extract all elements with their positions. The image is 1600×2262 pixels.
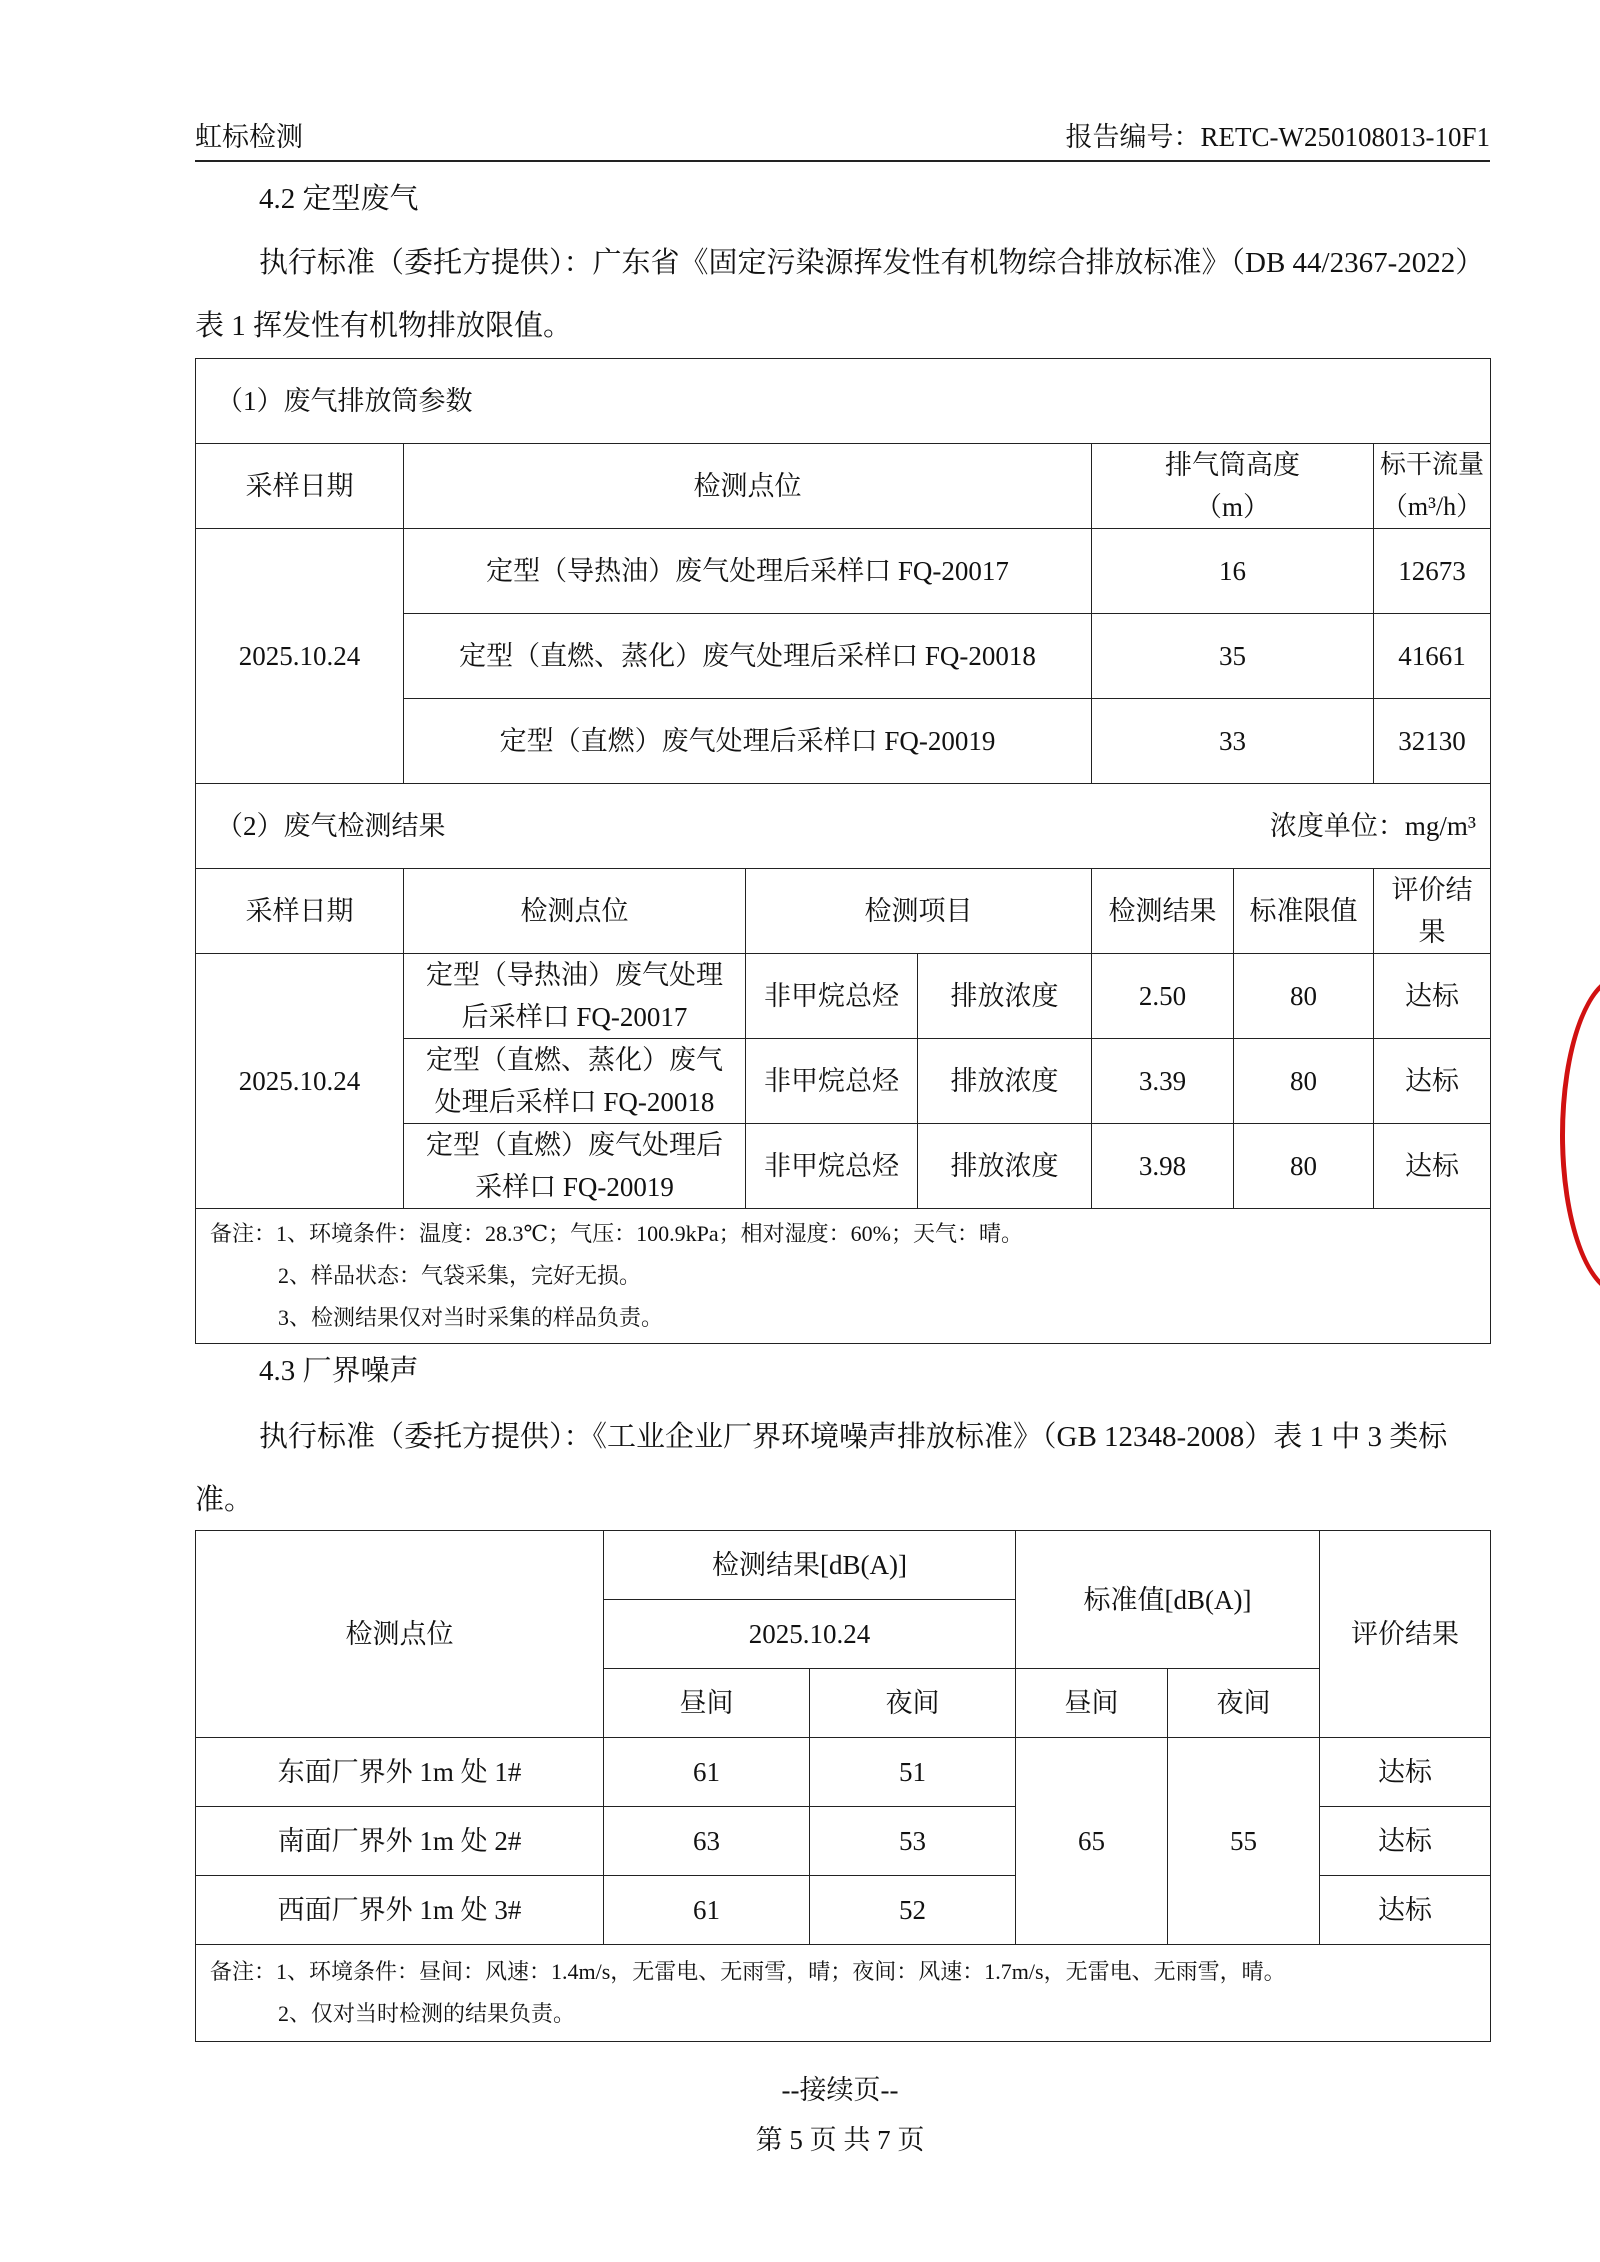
continued-marker: --接续页-- (781, 2075, 899, 2105)
note-line: 备注：1、环境条件：昼间：风速：1.4m/s，无雷电、无雨雪，晴；夜间：风速：1.7m/s，无雷电、无雨雪，晴。 (210, 1959, 1286, 1984)
noise-header-eval: 评价结果 (1320, 1531, 1491, 1738)
concentration-unit: 浓度单位：mg/m³ (1269, 811, 1476, 841)
stack-point: 定型（导热油）废气处理后采样口 FQ-20017 (404, 529, 1092, 614)
red-seal-stamp (1560, 975, 1600, 1295)
gas-notes (196, 1209, 1491, 1344)
noise-header-standard: 标准值[dB(A)] (1016, 1531, 1320, 1669)
noise-eval: 达标 (1320, 1876, 1491, 1945)
noise-header-std-night: 夜间 (1168, 1669, 1320, 1738)
gas-result: 3.98 (1092, 1124, 1234, 1209)
header-standard-limit: 标准限值 (1234, 869, 1374, 954)
gas-result: 3.39 (1092, 1039, 1234, 1124)
section-title-4-3: 4.3 厂界噪声 (259, 1355, 419, 1387)
gas-limit: 80 (1234, 954, 1374, 1039)
noise-header-std-day: 昼间 (1016, 1669, 1168, 1738)
noise-notes (196, 1945, 1491, 2042)
noise-std-day: 65 (1016, 1738, 1168, 1945)
note-line: 2、样品状态：气袋采集，完好无损。 (278, 1263, 642, 1288)
stack-sampling-date: 2025.10.24 (196, 529, 404, 784)
gas-sampling-date: 2025.10.24 (196, 954, 404, 1209)
waste-gas-table (195, 358, 1491, 1344)
header-test-result: 检测结果 (1092, 869, 1234, 954)
company-name: 虹标检测 (195, 122, 303, 152)
header-dry-flow: 标干流量 （m³/h） (1374, 444, 1491, 529)
noise-std-night: 55 (1168, 1738, 1320, 1945)
gas-limit: 80 (1234, 1039, 1374, 1124)
noise-night: 51 (810, 1738, 1016, 1807)
gas-point: 定型（直燃）废气处理后 采样口 FQ-20019 (404, 1124, 746, 1209)
gas-point: 定型（导热油）废气处理 后采样口 FQ-20017 (404, 954, 746, 1039)
noise-header-date: 2025.10.24 (604, 1600, 1016, 1669)
gas-eval: 达标 (1374, 954, 1491, 1039)
gas-item: 非甲烷总烃 (746, 954, 918, 1039)
noise-eval: 达标 (1320, 1807, 1491, 1876)
gas-item: 非甲烷总烃 (746, 1039, 918, 1124)
gas-item-type: 排放浓度 (918, 954, 1092, 1039)
noise-night: 53 (810, 1807, 1016, 1876)
noise-header-day: 昼间 (604, 1669, 810, 1738)
gas-results-title: （2）废气检测结果 (216, 811, 446, 841)
noise-night: 52 (810, 1876, 1016, 1945)
noise-day: 61 (604, 1876, 810, 1945)
gas-point: 定型（直燃、蒸化）废气 处理后采样口 FQ-20018 (404, 1039, 746, 1124)
gas-item-type: 排放浓度 (918, 1039, 1092, 1124)
header-sampling-date: 采样日期 (196, 869, 404, 954)
stack-params-title: （1）废气排放筒参数 (196, 359, 1491, 444)
noise-day: 63 (604, 1807, 810, 1876)
noise-point: 东面厂界外 1m 处 1# (196, 1738, 604, 1807)
page-number: 第 5 页 共 7 页 (755, 2125, 925, 2155)
stack-point: 定型（直燃）废气处理后采样口 FQ-20019 (404, 699, 1092, 784)
note-line: 2、仅对当时检测的结果负责。 (278, 2001, 576, 2026)
noise-eval: 达标 (1320, 1738, 1491, 1807)
header-sampling-point: 检测点位 (404, 869, 746, 954)
gas-item: 非甲烷总烃 (746, 1124, 918, 1209)
header-test-item: 检测项目 (746, 869, 1092, 954)
note-line: 3、检测结果仅对当时采集的样品负责。 (278, 1305, 664, 1330)
header-sampling-date: 采样日期 (196, 444, 404, 529)
stack-height: 16 (1092, 529, 1374, 614)
stack-point: 定型（直燃、蒸化）废气处理后采样口 FQ-20018 (404, 614, 1092, 699)
stack-flow: 41661 (1374, 614, 1491, 699)
stack-height: 35 (1092, 614, 1374, 699)
page-header (195, 116, 1490, 162)
note-line: 备注：1、环境条件：温度：28.3℃；气压：100.9kPa；相对湿度：60%；天气：晴。 (210, 1221, 1023, 1246)
noise-day: 61 (604, 1738, 810, 1807)
stack-flow: 12673 (1374, 529, 1491, 614)
noise-point: 西面厂界外 1m 处 3# (196, 1876, 604, 1945)
gas-result: 2.50 (1092, 954, 1234, 1039)
noise-header-result: 检测结果[dB(A)] (604, 1531, 1016, 1600)
gas-eval: 达标 (1374, 1039, 1491, 1124)
noise-header-point: 检测点位 (196, 1531, 604, 1738)
header-evaluation: 评价结果 (1374, 869, 1491, 954)
gas-results-title-row (196, 784, 1491, 869)
gas-eval: 达标 (1374, 1124, 1491, 1209)
gas-limit: 80 (1234, 1124, 1374, 1209)
noise-header-night: 夜间 (810, 1669, 1016, 1738)
section-4-3-standard: 执行标准（委托方提供）：《工业企业厂界环境噪声排放标准》（GB 12348-2008）表 1 中 3 类标准。 (195, 1421, 1448, 1516)
noise-point: 南面厂界外 1m 处 2# (196, 1807, 604, 1876)
noise-table (195, 1530, 1491, 2042)
stack-height: 33 (1092, 699, 1374, 784)
header-stack-height: 排气筒高度 （m） (1092, 444, 1374, 529)
section-4-2-standard: 执行标准（委托方提供）：广东省《固定污染源挥发性有机物综合排放标准》（DB 44/2367-2022）表 1 挥发性有机物排放限值。 (195, 247, 1485, 342)
header-sampling-point: 检测点位 (404, 444, 1092, 529)
report-number: 报告编号：RETC-W250108013-10F1 (1065, 122, 1490, 152)
stack-flow: 32130 (1374, 699, 1491, 784)
gas-item-type: 排放浓度 (918, 1124, 1092, 1209)
section-title-4-2: 4.2 定型废气 (259, 183, 419, 215)
